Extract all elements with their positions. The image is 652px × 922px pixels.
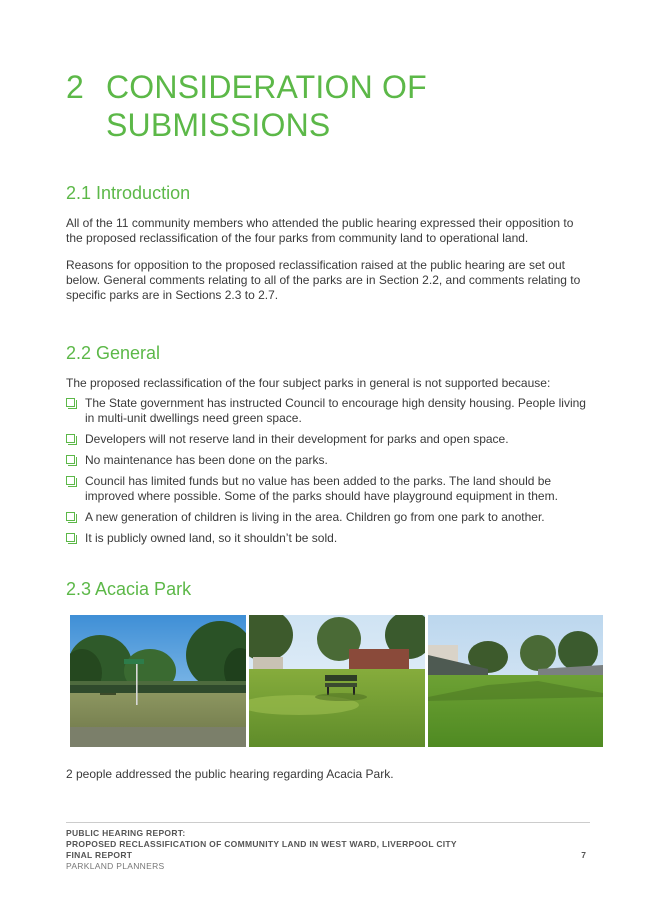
section-heading-general: 2.2 General — [66, 343, 161, 363]
intro-paragraph-1: All of the 11 community members who attended the public hearing expressed their opposition to the proposed reclassification of the four parks from community land to operational land. — [66, 216, 574, 245]
chapter-title — [66, 68, 606, 144]
section-heading-acacia-park: 2.3 Acacia Park — [66, 579, 192, 599]
acacia-park-caption: 2 people addressed the public hearing regarding Acacia Park. — [66, 767, 394, 781]
footer-line-4: PARKLAND PLANNERS — [66, 861, 165, 871]
square-bullet-icon — [66, 512, 75, 521]
list-item: The State government has instructed Council to encourage high density housing. People living in multi-unit dwellings need green space. — [66, 396, 590, 426]
square-bullet-icon — [66, 533, 75, 542]
list-item: A new generation of children is living in the area. Children go from one park to another. — [66, 510, 590, 525]
list-item: Council has limited funds but no value has been added to the parks. The land should be improved where possible. Some of the parks should have playground equipment in them. — [66, 474, 590, 504]
footer-line-3: FINAL REPORT — [66, 850, 133, 860]
square-bullet-icon — [66, 398, 75, 407]
page-number: 7 — [581, 850, 586, 860]
chapter-title-line2: SUBMISSIONS — [106, 107, 331, 143]
chapter-title-line1: CONSIDERATION OF — [106, 69, 427, 105]
footer-line-1: PUBLIC HEARING REPORT: — [66, 828, 186, 838]
acacia-park-photo-3 — [428, 615, 603, 747]
chapter-number: 2 — [66, 69, 84, 105]
section-heading-introduction: 2.1 Introduction — [66, 183, 191, 203]
square-bullet-icon — [66, 455, 75, 464]
acacia-park-photo-1 — [70, 615, 246, 747]
intro-paragraph-2: Reasons for opposition to the proposed reclassification raised at the public hearing are set out below. General comments relating to all of the parks are in Section 2.2, and comments relating to specific parks are in Sections 2.3 to 2.7. — [66, 258, 581, 302]
page-footer — [66, 828, 590, 872]
footer-line-2: PROPOSED RECLASSIFICATION OF COMMUNITY LAND IN WEST WARD, LIVERPOOL CITY — [66, 839, 457, 849]
footer-divider — [66, 822, 590, 823]
list-item: Developers will not reserve land in their development for parks and open space. — [66, 432, 590, 447]
list-item: It is publicly owned land, so it shouldn’t be sold. — [66, 531, 590, 546]
acacia-park-photo-2 — [249, 615, 425, 747]
acacia-park-photos — [70, 615, 603, 747]
square-bullet-icon — [66, 476, 75, 485]
square-bullet-icon — [66, 434, 75, 443]
general-lead-paragraph: The proposed reclassification of the four subject parks in general is not supported because: — [66, 376, 551, 390]
general-bullet-list — [66, 396, 590, 552]
list-item: No maintenance has been done on the parks. — [66, 453, 590, 468]
